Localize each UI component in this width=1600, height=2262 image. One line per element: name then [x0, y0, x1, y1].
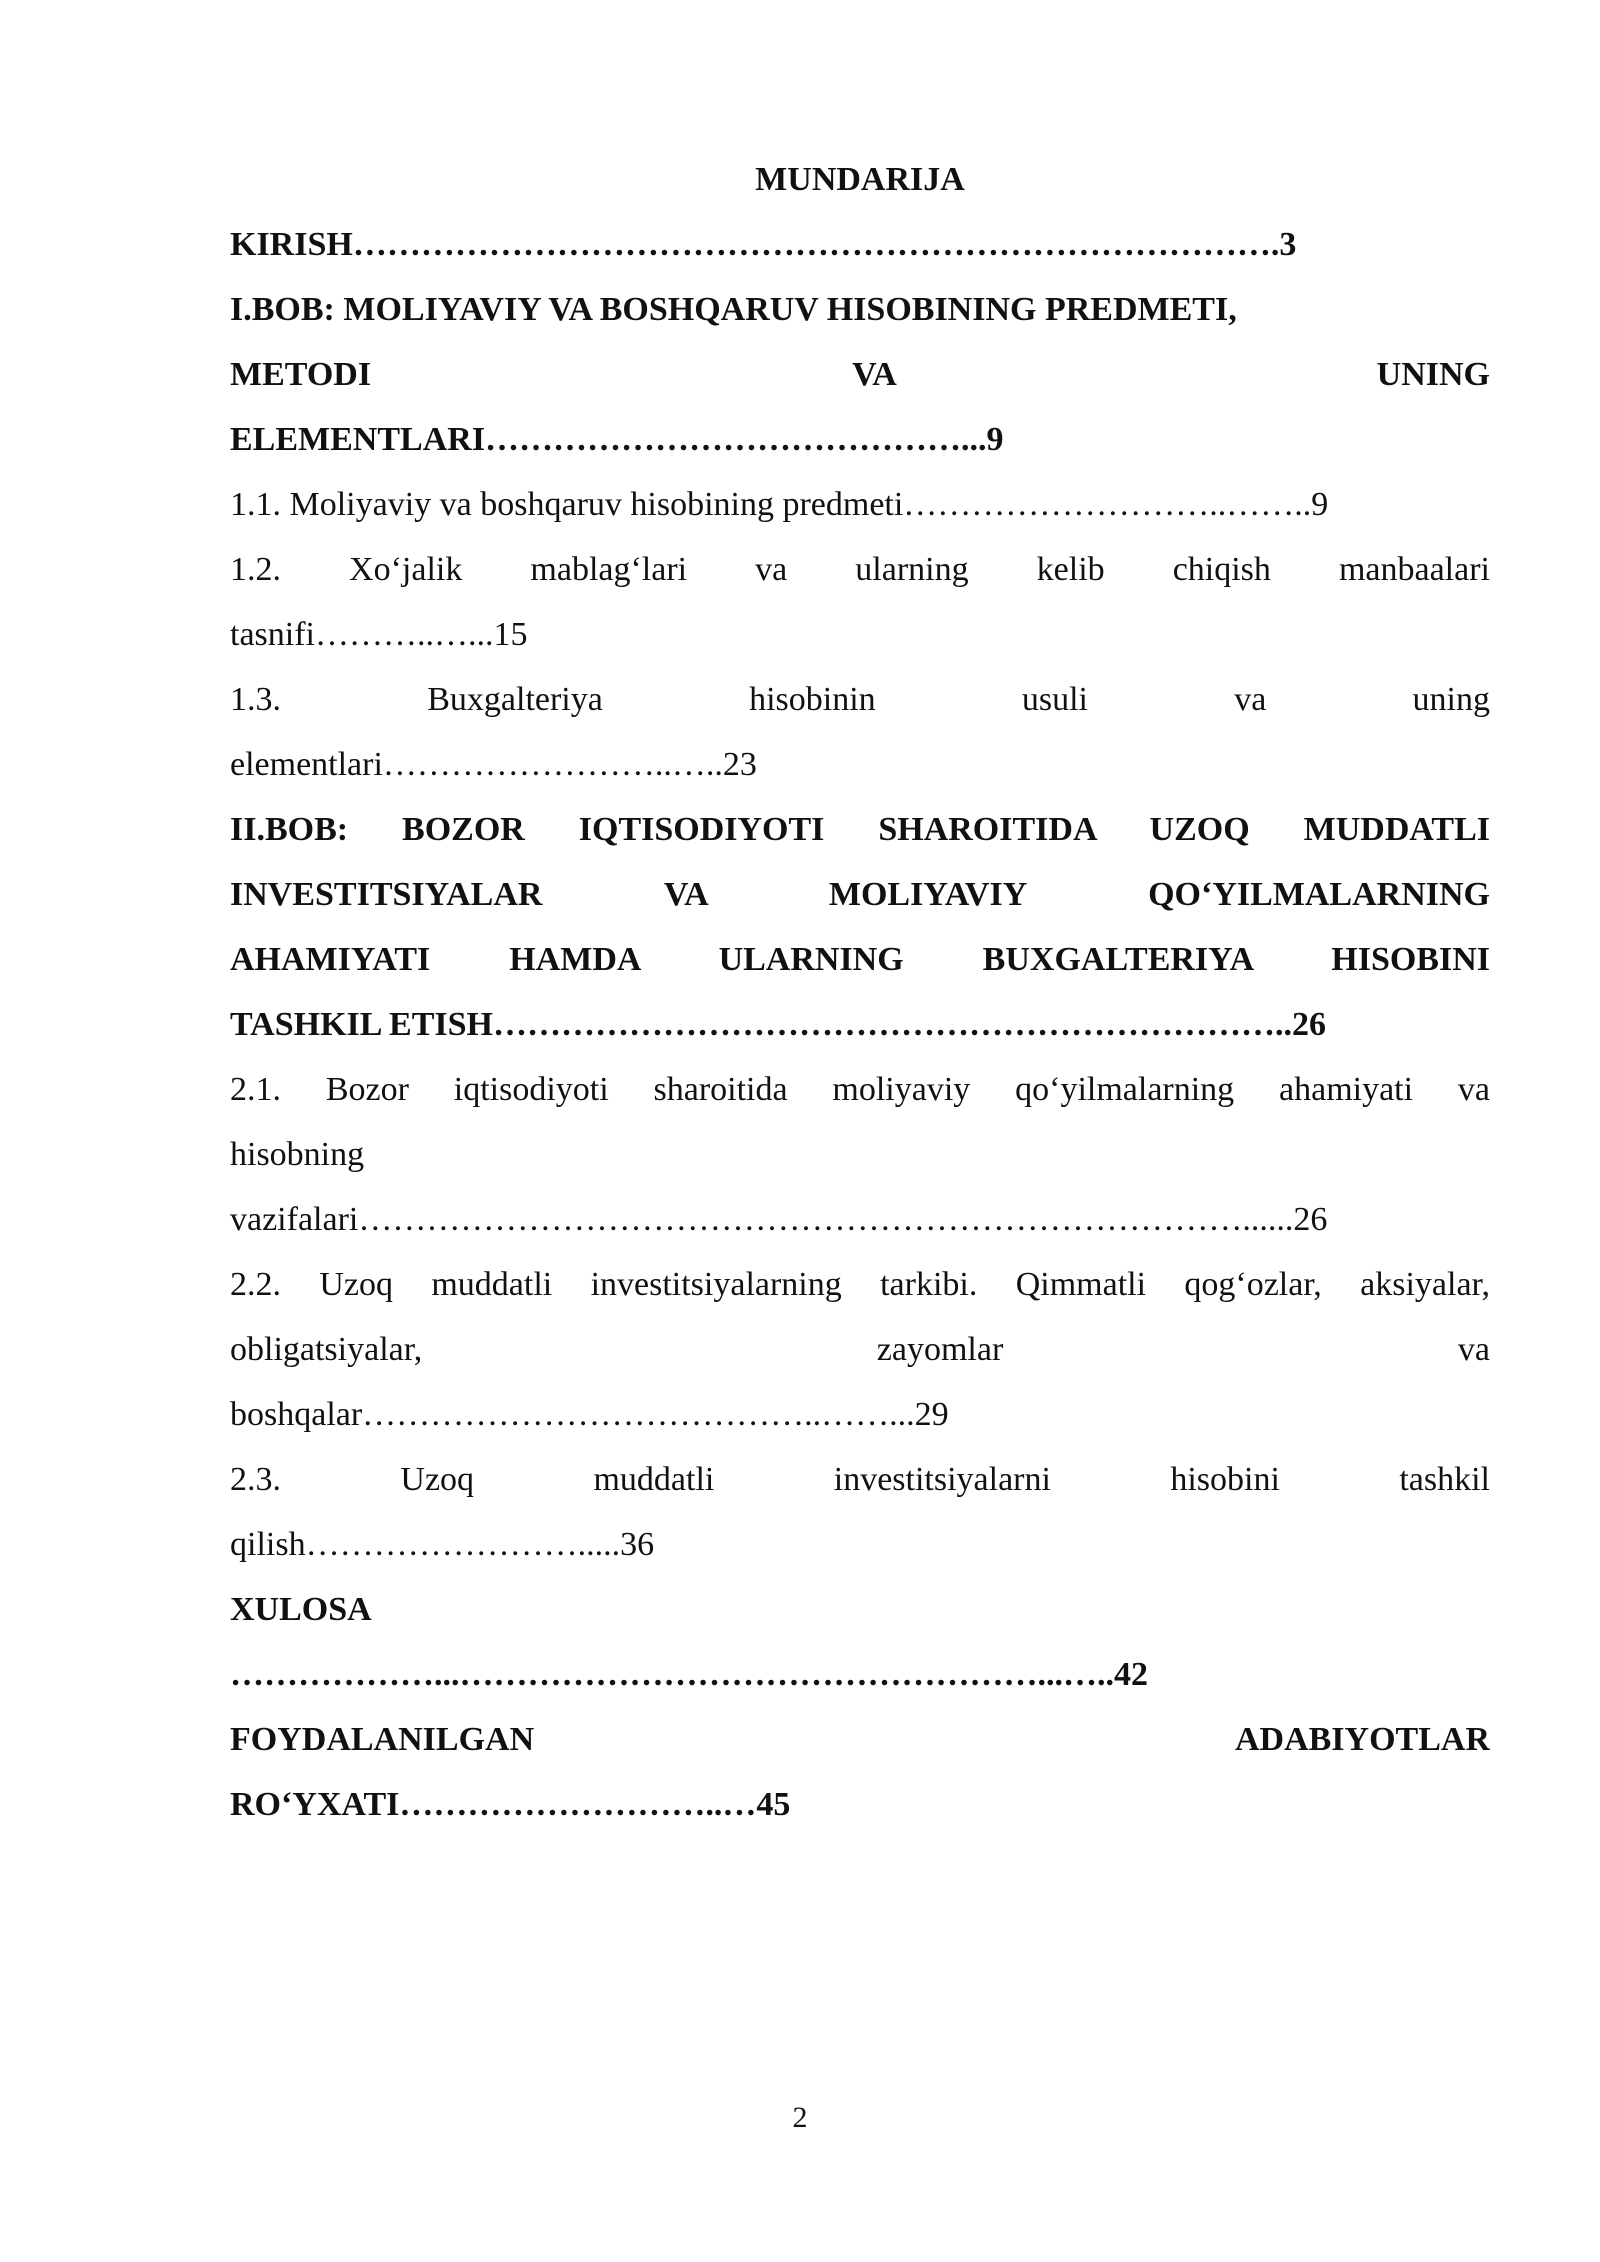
table-of-contents — [230, 147, 1490, 1837]
toc-line: ………………...……………………………………………...…..42 — [230, 1656, 1148, 1693]
page-number: 2 — [792, 2101, 808, 2134]
toc-line: elementlari……………………..…..23 — [230, 746, 757, 783]
toc-line: 2.3. Uzoq muddatli investitsiyalarni hisobini tashkil — [230, 1461, 1490, 1498]
toc-line: KIRISH……………………………………………………………………….3 — [230, 226, 1297, 263]
toc-line: tasnifi………..…...15 — [230, 616, 528, 653]
toc-line: TASHKIL ETISH……………………………………………………………..26 — [230, 1006, 1326, 1043]
toc-line: AHAMIYATI HAMDA ULARNING BUXGALTERIYA HISOBINI — [230, 941, 1490, 978]
toc-line: vazifalari……………………………………………………………………......26 — [230, 1201, 1328, 1238]
toc-line: METODI VA UNING — [230, 356, 1490, 393]
toc-line: 1.1. Moliyaviy va boshqaruv hisobining predmeti………………………..……..9 — [230, 486, 1329, 523]
toc-line: RO‘YXATI………………………..…45 — [230, 1786, 791, 1823]
toc-line: obligatsiyalar, zayomlar va — [230, 1331, 1490, 1368]
toc-line: hisobning — [230, 1136, 365, 1173]
toc-line: 2.2. Uzoq muddatli investitsiyalarning tarkibi. Qimmatli qog‘ozlar, aksiyalar, — [230, 1266, 1490, 1303]
toc-line: 1.2. Xo‘jalik mablag‘lari va ularning kelib chiqish manbaalari — [230, 551, 1490, 588]
toc-line: II.BOB: BOZOR IQTISODIYOTI SHAROITIDA UZOQ MUDDATLI — [230, 811, 1490, 848]
toc-line: FOYDALANILGAN ADABIYOTLAR — [230, 1721, 1490, 1758]
toc-line: XULOSA — [230, 1591, 372, 1628]
toc-line: qilish…………………….....36 — [230, 1526, 655, 1563]
toc-line: ELEMENTLARI……………………………………...9 — [230, 421, 1004, 458]
toc-line: 2.1. Bozor iqtisodiyoti sharoitida moliyaviy qo‘yilmalarning ahamiyati va — [230, 1071, 1490, 1108]
toc-line: 1.3. Buxgalteriya hisobinin usuli va uning — [230, 681, 1490, 718]
toc-line: INVESTITSIYALAR VA MOLIYAVIY QO‘YILMALARNING — [230, 876, 1490, 913]
toc-line: boshqalar…………………………………..……...29 — [230, 1396, 949, 1433]
toc-heading: MUNDARIJA — [755, 161, 965, 198]
toc-line: I.BOB: MOLIYAVIY VA BOSHQARUV HISOBINING PREDMETI, — [230, 291, 1237, 328]
